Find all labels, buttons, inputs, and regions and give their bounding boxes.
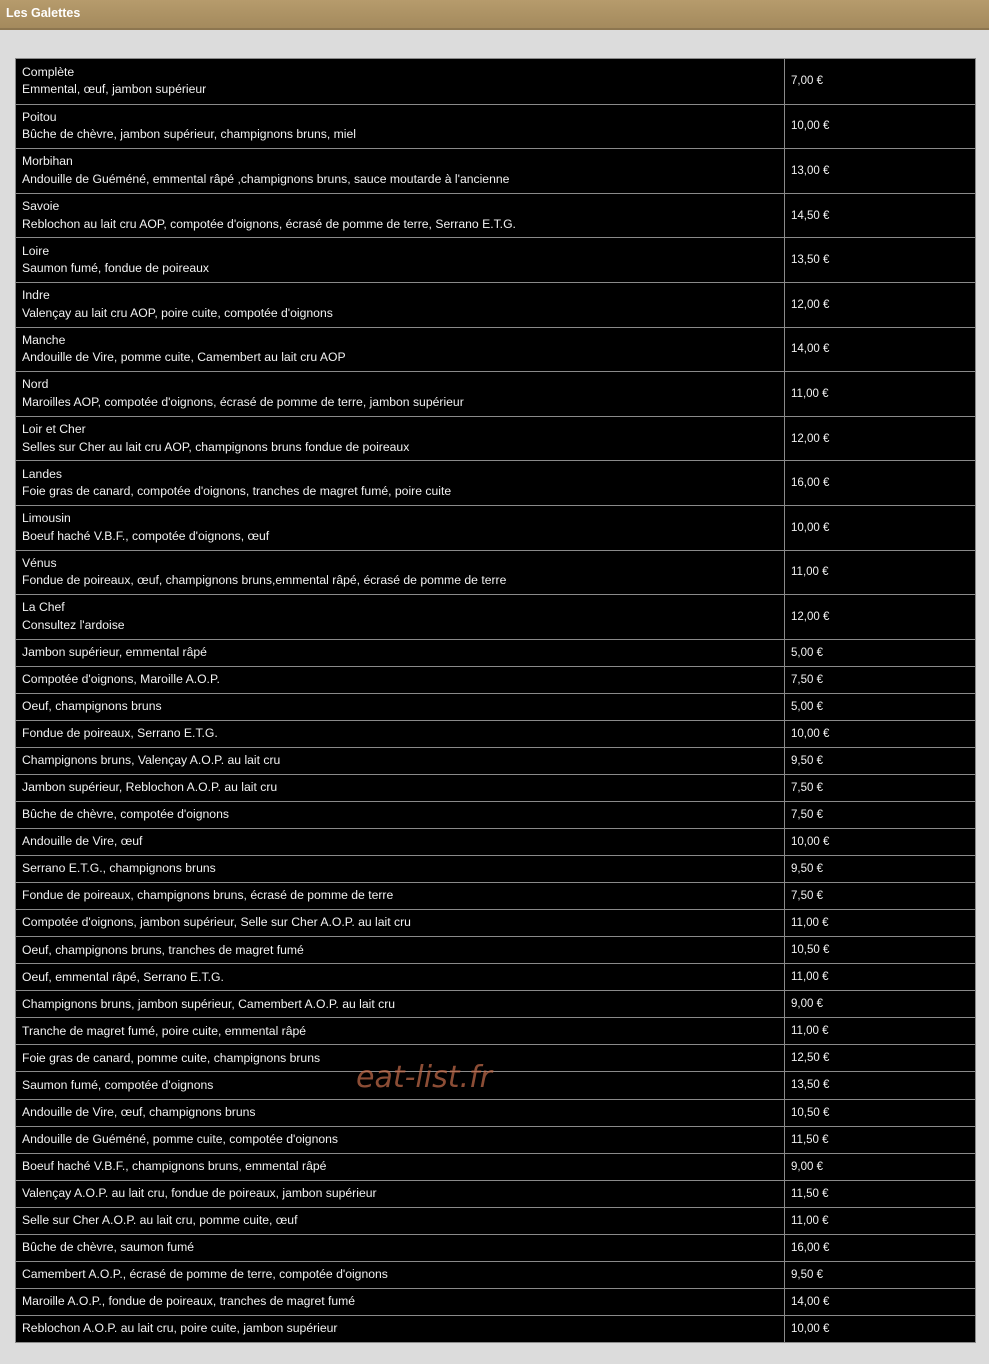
composition-price: 7,50 € [791, 809, 823, 822]
menu-table [15, 58, 976, 1343]
galette-ingredients: Saumon fumé, fondue de poireaux [22, 261, 210, 276]
galette-ingredients: Emmental, œuf, jambon supérieur [22, 82, 207, 97]
menu-row [16, 720, 975, 747]
galette-ingredients: Andouille de Guéméné, emmental râpé ,champignons bruns, sauce moutarde à l'ancienne [22, 171, 510, 186]
menu-row [16, 193, 975, 238]
composition-price: 14,00 € [791, 1295, 830, 1308]
galette-ingredients: Consultez l'ardoise [22, 617, 125, 632]
composition-price: 16,00 € [791, 1241, 830, 1254]
composition-description: Serrano E.T.G., champignons bruns [16, 856, 785, 882]
composition-description: Fondue de poireaux, Serrano E.T.G. [16, 721, 785, 747]
composition-description: Oeuf, champignons bruns [16, 694, 785, 720]
galette-name: Nord [22, 377, 49, 392]
menu-row [16, 882, 975, 909]
menu-row [16, 237, 975, 282]
menu-row [16, 1180, 975, 1207]
composition-price: 7,50 € [791, 673, 823, 686]
composition-description: Andouille de Vire, œuf [16, 829, 785, 855]
menu-row [16, 1153, 975, 1180]
menu-row [16, 963, 975, 990]
menu-row [16, 639, 975, 666]
composition-price: 10,00 € [791, 836, 830, 849]
composition-price: 10,50 € [791, 944, 830, 957]
section-title: Les Galettes [6, 6, 81, 20]
menu-row [16, 1071, 975, 1098]
galette-name: Morbihan [22, 154, 73, 169]
menu-row [16, 327, 975, 372]
menu-row [16, 909, 975, 936]
menu-row [16, 371, 975, 416]
galette-description [16, 59, 785, 104]
galette-description [16, 328, 785, 372]
galette-description [16, 595, 785, 639]
menu-row [16, 1099, 975, 1126]
menu-row [16, 1044, 975, 1071]
menu-row [16, 747, 975, 774]
composition-price: 9,50 € [791, 754, 823, 767]
composition-price: 11,00 € [791, 1025, 829, 1038]
galette-description [16, 283, 785, 327]
composition-price: 7,50 € [791, 781, 823, 794]
galette-price: 7,00 € [791, 75, 823, 88]
galette-name: Vénus [22, 555, 57, 570]
composition-description: Tranche de magret fumé, poire cuite, emmental râpé [16, 1018, 785, 1044]
menu-row [16, 148, 975, 193]
galette-description [16, 372, 785, 416]
composition-price: 10,00 € [791, 727, 830, 740]
composition-description: Boeuf haché V.B.F., champignons bruns, emmental râpé [16, 1154, 785, 1180]
composition-description: Bûche de chèvre, saumon fumé [16, 1235, 785, 1261]
galette-description [16, 194, 785, 238]
composition-description: Oeuf, emmental râpé, Serrano E.T.G. [16, 964, 785, 990]
composition-price: 10,00 € [791, 1322, 830, 1335]
composition-description: Reblochon A.O.P. au lait cru, poire cuite, jambon supérieur [16, 1316, 785, 1342]
galette-ingredients: Foie gras de canard, compotée d'oignons, tranches de magret fumé, poire cuite [22, 484, 452, 499]
section-header [0, 0, 989, 30]
galette-description [16, 417, 785, 461]
composition-description: Foie gras de canard, pomme cuite, champignons bruns [16, 1045, 785, 1071]
galette-ingredients: Bûche de chèvre, jambon supérieur, champignons bruns, miel [22, 127, 356, 142]
galette-price: 12,00 € [791, 298, 830, 311]
galette-ingredients: Andouille de Vire, pomme cuite, Camembert au lait cru AOP [22, 350, 346, 365]
menu-row [16, 594, 975, 639]
composition-price: 5,00 € [791, 700, 823, 713]
menu-row [16, 104, 975, 149]
galette-description [16, 506, 785, 550]
galette-ingredients: Maroilles AOP, compotée d'oignons, écrasé de pomme de terre, jambon supérieur [22, 394, 464, 409]
composition-description: Compotée d'oignons, jambon supérieur, Selle sur Cher A.O.P. au lait cru [16, 910, 785, 936]
galette-name: Landes [22, 466, 62, 481]
galette-name: Limousin [22, 511, 71, 526]
menu-row [16, 1017, 975, 1044]
menu-row [16, 1126, 975, 1153]
galette-price: 11,00 € [791, 387, 829, 400]
menu-row [16, 828, 975, 855]
composition-description: Jambon supérieur, emmental râpé [16, 640, 785, 666]
composition-description: Maroille A.O.P., fondue de poireaux, tranches de magret fumé [16, 1289, 785, 1315]
composition-price: 5,00 € [791, 646, 823, 659]
menu-row [16, 282, 975, 327]
galette-name: Savoie [22, 199, 60, 214]
composition-price: 11,00 € [791, 1214, 829, 1227]
galette-price: 12,00 € [791, 610, 830, 623]
composition-description: Camembert A.O.P., écrasé de pomme de terre, compotée d'oignons [16, 1262, 785, 1288]
composition-price: 9,50 € [791, 863, 823, 876]
watermark: eat-list.fr [356, 1060, 492, 1095]
menu-row [16, 1234, 975, 1261]
menu-row [16, 460, 975, 505]
menu-row [16, 1261, 975, 1288]
menu-row [16, 855, 975, 882]
galette-name: Loir et Cher [22, 422, 86, 437]
composition-description: Compotée d'oignons, Maroille A.O.P. [16, 667, 785, 693]
composition-description: Oeuf, champignons bruns, tranches de magret fumé [16, 937, 785, 963]
galette-price: 16,00 € [791, 477, 830, 490]
galette-price: 10,00 € [791, 120, 830, 133]
composition-price: 7,50 € [791, 890, 823, 903]
galette-name: Manche [22, 332, 66, 347]
menu-row [16, 666, 975, 693]
composition-description: Valençay A.O.P. au lait cru, fondue de poireaux, jambon supérieur [16, 1181, 785, 1207]
galette-price: 10,00 € [791, 521, 830, 534]
galette-ingredients: Reblochon au lait cru AOP, compotée d'oignons, écrasé de pomme de terre, Serrano E.T.G. [22, 216, 516, 231]
composition-description: Saumon fumé, compotée d'oignons [16, 1072, 785, 1098]
galette-name: Complète [22, 64, 75, 79]
menu-row [16, 505, 975, 550]
galette-description [16, 149, 785, 193]
menu-row [16, 1288, 975, 1315]
galette-ingredients: Fondue de poireaux, œuf, champignons bruns,emmental râpé, écrasé de pomme de terre [22, 573, 507, 588]
galette-description [16, 238, 785, 282]
galette-description [16, 461, 785, 505]
galette-description [16, 105, 785, 149]
composition-price: 11,00 € [791, 971, 829, 984]
composition-price: 9,00 € [791, 998, 823, 1011]
galette-name: La Chef [22, 600, 65, 615]
galette-name: Loire [22, 243, 50, 258]
menu-row [16, 936, 975, 963]
galette-ingredients: Boeuf haché V.B.F., compotée d'oignons, œuf [22, 528, 270, 543]
composition-price: 10,50 € [791, 1106, 830, 1119]
galette-price: 11,00 € [791, 566, 829, 579]
galette-ingredients: Valençay au lait cru AOP, poire cuite, compotée d'oignons [22, 305, 333, 320]
menu-row [16, 693, 975, 720]
galette-price: 14,00 € [791, 343, 830, 356]
composition-price: 11,00 € [791, 917, 829, 930]
galette-price: 12,00 € [791, 432, 830, 445]
composition-description: Selle sur Cher A.O.P. au lait cru, pomme cuite, œuf [16, 1208, 785, 1234]
composition-description: Champignons bruns, Valençay A.O.P. au lait cru [16, 748, 785, 774]
composition-price: 9,00 € [791, 1160, 823, 1173]
composition-description: Champignons bruns, jambon supérieur, Camembert A.O.P. au lait cru [16, 991, 785, 1017]
menu-row [16, 550, 975, 595]
composition-price: 11,50 € [791, 1133, 829, 1146]
composition-price: 13,50 € [791, 1079, 830, 1092]
galette-price: 14,50 € [791, 209, 830, 222]
composition-description: Andouille de Vire, œuf, champignons bruns [16, 1100, 785, 1126]
galette-description [16, 551, 785, 595]
composition-price: 12,50 € [791, 1052, 830, 1065]
composition-price: 9,50 € [791, 1268, 823, 1281]
menu-row [16, 801, 975, 828]
galette-name: Poitou [22, 109, 57, 124]
menu-row [16, 990, 975, 1017]
menu-row [16, 59, 975, 104]
galette-name: Indre [22, 288, 50, 303]
composition-description: Jambon supérieur, Reblochon A.O.P. au lait cru [16, 775, 785, 801]
composition-description: Andouille de Guéméné, pomme cuite, compotée d'oignons [16, 1127, 785, 1153]
galette-ingredients: Selles sur Cher au lait cru AOP, champignons bruns fondue de poireaux [22, 439, 410, 454]
composition-description: Fondue de poireaux, champignons bruns, écrasé de pomme de terre [16, 883, 785, 909]
menu-row [16, 1315, 975, 1342]
menu-row [16, 774, 975, 801]
menu-row [16, 416, 975, 461]
menu-row [16, 1207, 975, 1234]
composition-price: 11,50 € [791, 1187, 829, 1200]
composition-description: Bûche de chèvre, compotée d'oignons [16, 802, 785, 828]
galette-price: 13,00 € [791, 164, 830, 177]
galette-price: 13,50 € [791, 254, 830, 267]
